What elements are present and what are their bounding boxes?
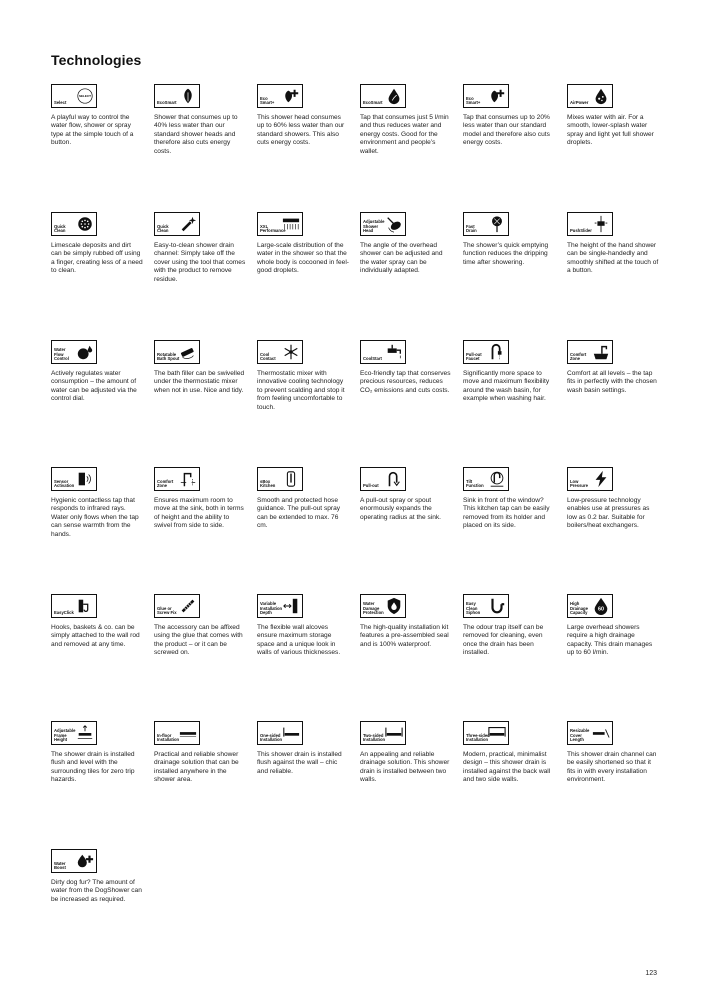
technology-label: Sensor Activation [54,478,75,489]
technology-label: AirPower [570,100,589,106]
technology-badge [463,594,509,618]
technology-badge [360,212,406,236]
technology-badge [51,594,97,618]
technology-label: Water Damage Protection [363,601,384,616]
technology-label: CoolStart [363,356,382,362]
technology-item [257,721,349,776]
technology-item [567,467,659,531]
technology-badge [567,84,613,108]
technology-item [463,594,555,658]
technology-badge [154,84,200,108]
technology-badge [154,212,200,236]
technology-description: Shower that consumes up to 40% less water than our standard shower heads and therefore also cuts energy costs. [154,114,238,155]
technology-label: Eco Smart+ [466,95,481,106]
technology-item [567,721,659,785]
technology-description: A pull-out spray or spout enormously expands the operating radius at the sink. [360,497,442,521]
technology-badge [567,594,613,618]
technology-badge [51,340,97,364]
technology-description: Hygienic contactless tap that responds to infrared rays. Water only flows when the tap can sense warmth from the hands. [51,497,139,538]
technology-badge [567,467,613,491]
technology-description: The flexible wall alcoves ensure maximum storage space and a unique look in walls of various thicknesses. [257,624,341,657]
technology-description: Mixes water with air. For a smooth, lower-splash water spray and light yet full shower droplets. [567,114,654,147]
technology-label: Fast Drain [466,223,477,234]
technology-description: Modern, practical, minimalist design – this shower drain is installed against the back wall and two side walls. [463,751,551,784]
technology-item [51,212,143,276]
technology-label: Resizable Cover Length [570,728,590,743]
technology-description: This shower drain is installed flush against the wall – chic and reliable. [257,751,342,775]
technology-description: Thermostatic mixer with innovative cooling technology to prevent scalding and stop it from feeling uncomfortable to touch. [257,370,345,411]
technology-description: Tap that consumes just 5 l/min and thus reduces water and energy costs. Good for the environment and people’s wallet. [360,114,449,155]
technology-description: Limescale deposits and dirt can be simply rubbed off using a finger, creating less of a need to clean. [51,242,143,275]
technology-badge [257,340,303,364]
technology-badge [257,594,303,618]
technology-description: Large-scale distribution of the water in the shower so that the whole body is cocooned in feel-good droplets. [257,242,350,275]
technology-badge [51,467,97,491]
technology-description: The odour trap itself can be removed for cleaning, even once the drain has been installed. [463,624,544,657]
technology-badge [360,594,406,618]
technology-item [51,340,143,404]
technology-badge [360,721,406,745]
technology-description: Tap that consumes up to 20% less water than our standard model and therefore also cuts energy costs. [463,114,550,147]
technology-item [463,467,555,531]
technology-badge [51,849,97,873]
technology-label: Adjustable Frame Height [54,728,76,743]
technology-label: Pull-out Faucet [466,351,482,362]
technology-label: PushSlider [570,228,592,234]
technology-description: Hooks, baskets & co. can be simply attached to the wall rod and removed at any time. [51,624,140,648]
technology-label: EasyClick [54,610,74,616]
technology-description: The shower drain is installed flush and level with the surrounding tiles for zero trip hazards. [51,751,135,784]
technology-item [463,84,555,148]
technology-badge [463,721,509,745]
technology-description: An appealing and reliable drainage solution. This shower drain is installed between two walls. [360,751,450,784]
technology-label: One-sided Installation [260,732,283,743]
technology-label: Tilt Function [466,478,484,489]
page-title: Technologies [51,52,142,68]
technology-item [360,84,452,156]
technology-item [360,340,452,395]
technology-item [154,594,246,658]
technology-badge [51,212,97,236]
technology-badge [463,467,509,491]
technology-badge [154,467,200,491]
technology-badge [360,467,406,491]
page-number: 123 [645,970,657,977]
technology-label: Comfort Zone [570,351,587,362]
technology-item [257,340,349,412]
technology-item [463,721,555,785]
technology-label: Two-sided Installation [363,732,386,743]
technology-badge [463,212,509,236]
technology-label: Water Boost [54,860,66,871]
svg-text:SELECT: SELECT [78,94,92,99]
technology-item [154,340,246,395]
technology-label: Adjustable Shower Head [363,219,385,234]
technology-label: Select [54,100,67,106]
technology-badge [360,340,406,364]
svg-text:60: 60 [598,606,604,613]
technology-label: Rotatable Bath Spout [157,351,180,362]
technology-description: Dirty dog fur? The amount of water from the DogShower can be increased as required. [51,879,142,903]
technology-badge [51,84,97,108]
technology-label: Quick Clean [54,223,66,234]
technology-label: Pull-out [363,483,379,489]
technology-item [463,212,555,267]
technology-item [257,212,349,276]
technology-item [360,594,452,649]
technology-description: Eco-friendly tap that conserves precious resources, reduces CO₂ emissions and cuts costs. [360,370,451,394]
technology-item [51,467,143,539]
technology-label: Cool Contact [260,351,276,362]
technology-item [154,467,246,531]
technology-description: The shower’s quick emptying function reduces the dripping time after showering. [463,242,549,266]
technology-label: Water Flow Control [54,347,69,362]
technology-item [154,84,246,156]
technology-badge [154,340,200,364]
technology-label: Glue or Screw Fix [157,605,177,616]
technology-label: EcoSmart [363,100,383,106]
technology-description: Significantly more space to move and maximum flexibility around the wash basin, for example when washing hair. [463,370,550,403]
technology-item [360,721,452,785]
technology-item [463,340,555,404]
technology-label: Low Pressure [570,478,588,489]
technology-label: EcoSmart [157,100,177,106]
technology-label: XXL Performance [260,223,286,234]
technology-description: This shower drain channel can be easily shortened so that it fits in with every installation environment. [567,751,657,784]
technology-description: A playful way to control the water flow, shower or spray type at the simple touch of a button. [51,114,134,147]
technology-item [360,212,452,276]
technology-badge [257,467,303,491]
technology-description: Large overhead showers require a high drainage capacity. This drain manages up to 60 l/min. [567,624,653,657]
technology-description: This shower head consumes up to 60% less water than our standard showers. This also cuts energy costs. [257,114,345,147]
technology-badge [154,721,200,745]
technology-description: Actively regulates water consumption – the amount of water can be adjusted via the control dial. [51,370,137,403]
technology-badge [567,721,613,745]
technology-item [51,721,143,785]
technology-item [154,212,246,284]
technology-description: The high-quality installation kit features a pre-assembled seal and is 100% waterproof. [360,624,449,648]
technology-description: The accessory can be affixed using the glue that comes with the product – or it can be screwed on. [154,624,243,657]
technology-badge [257,721,303,745]
technology-item [567,594,659,658]
technology-description: Easy-to-clean shower drain channel: Simply take off the cover using the tool that comes with the product to remove residue. [154,242,246,283]
technology-label: Variable Installation Depth [260,601,283,616]
technology-description: The bath filler can be swivelled under the thermostatic mixer when not in use. Nice and tidy. [154,370,245,394]
technology-label: Quick Clean [157,223,169,234]
technology-item [51,594,143,649]
technology-item [360,467,452,522]
technology-badge [257,212,303,236]
technology-item [154,721,246,785]
technology-item [257,594,349,658]
technology-item [567,84,659,148]
technology-description: Low-pressure technology enables use at pressures as low as 0.2 bar. Suitable for boilers/heat exchangers. [567,497,650,530]
technology-badge [154,594,200,618]
technology-badge [51,721,97,745]
technology-item [567,212,659,276]
technology-badge [463,340,509,364]
technology-description: The height of the hand shower can be single-handedly and smoothly shifted at the touch of a button. [567,242,659,275]
technology-badge [360,84,406,108]
technology-description: The angle of the overhead shower can be adjusted and the water spray can be individually adapted. [360,242,443,275]
technology-item [257,467,349,531]
technology-item [51,84,143,148]
technology-label: Easy Clean Siphon [466,601,481,616]
technology-description: Comfort at all levels – the tap fits in perfectly with the chosen wash basin settings. [567,370,657,394]
technology-item [257,84,349,148]
technology-label: In-floor Installation [157,732,180,743]
technology-badge [257,84,303,108]
technology-label: Three-sided Installation [466,732,490,743]
technology-description: Ensures maximum room to move at the sink, both in terms of height and the ability to swivel from side to side. [154,497,244,530]
technology-description: Smooth and protected hose guidance. The pull-out spray can be extended to max. 76 cm. [257,497,341,530]
technology-description: Practical and reliable shower drainage solution that can be installed anywhere in the shower area. [154,751,239,784]
technology-label: Comfort Zone [157,478,174,489]
technology-label: sBox Kitchen [260,478,276,489]
technology-badge [463,84,509,108]
technology-item [567,340,659,395]
technology-badge [567,212,613,236]
technology-label: Eco Smart+ [260,95,275,106]
technology-description: Sink in front of the window? This kitchen tap can be easily removed from its holder and placed on its side. [463,497,550,530]
technology-badge [567,340,613,364]
technology-label: High Drainage Capacity [570,601,588,616]
technology-item [51,849,143,904]
